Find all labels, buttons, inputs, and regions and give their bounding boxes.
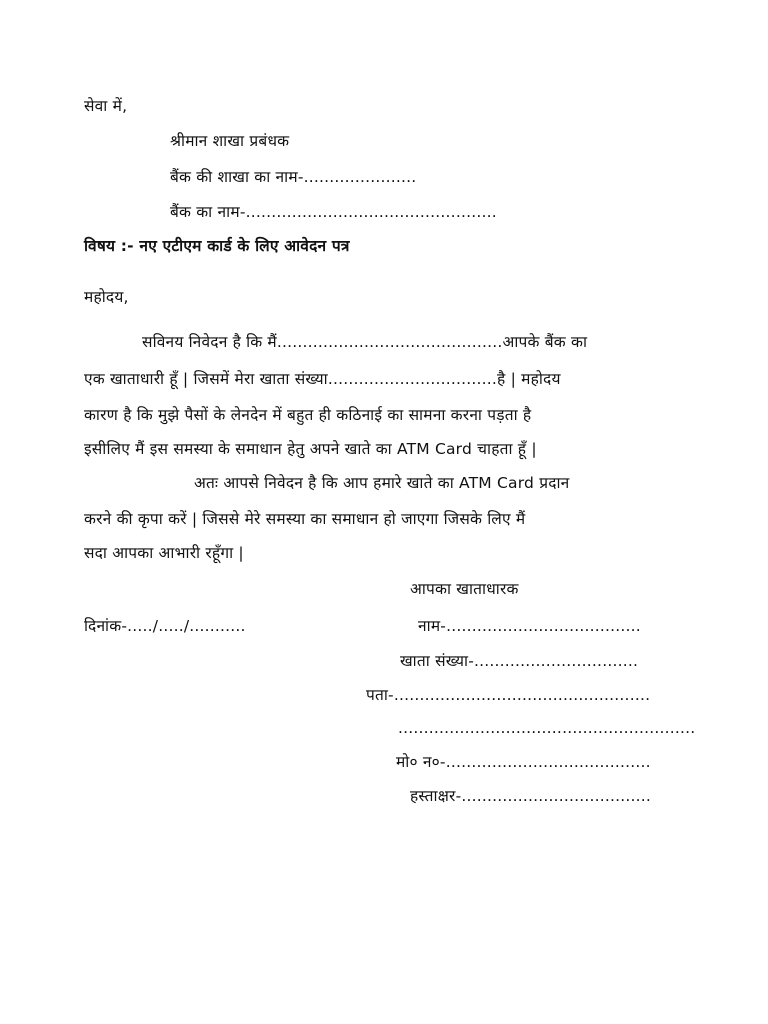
subject-line: विषय :- नए एटीएम कार्ड के लिए आवेदन पत्र <box>84 237 350 255</box>
name-field: नाम-...................................... <box>418 617 641 635</box>
branch-name-field: बैंक की शाखा का नाम-...................... <box>170 168 417 186</box>
body-line-7: सदा आपका आभारी रहूँगा | <box>84 544 244 562</box>
bank-name-field: बैंक का नाम-................................................. <box>170 203 497 221</box>
address-continuation: .......................................................... <box>398 719 696 737</box>
body-line-3: कारण है कि मुझे पैसों के लेनदेन में बहुत ही कठिनाई का सामना करना पड़ता है <box>84 406 532 424</box>
recipient-title: श्रीमान शाखा प्रबंधक <box>170 132 290 150</box>
signature-field: हस्ताक्षर-..................................... <box>410 787 652 805</box>
greeting: महोदय, <box>84 288 129 306</box>
signoff: आपका खाताधारक <box>410 580 519 598</box>
salutation-to: सेवा में, <box>84 97 128 115</box>
date-field: दिनांक-...../...../........... <box>84 617 246 635</box>
body-line-5: अतः आपसे निवेदन है कि आप हमारे खाते का ATM Card प्रदान <box>194 474 570 492</box>
account-number-field: खाता संख्या-................................ <box>400 652 639 670</box>
address-field: पता-.................................................. <box>366 686 651 704</box>
body-line-4: इसीलिए मैं इस समस्या के समाधान हेतु अपने खाते का ATM Card चाहता हूँ | <box>84 440 537 458</box>
body-line-1: सविनय निवेदन है कि मैं............................................आपके बैंक का <box>142 333 588 351</box>
body-line-6: करने की कृपा करें | जिससे मेरे समस्या का समाधान हो जाएगा जिसके लिए मैं <box>84 510 526 528</box>
body-line-2: एक खाताधारी हूँ | जिसमें मेरा खाता संख्या.................................है | महोदय <box>84 370 561 388</box>
mobile-number-field: मो० न०-........................................ <box>396 753 651 771</box>
